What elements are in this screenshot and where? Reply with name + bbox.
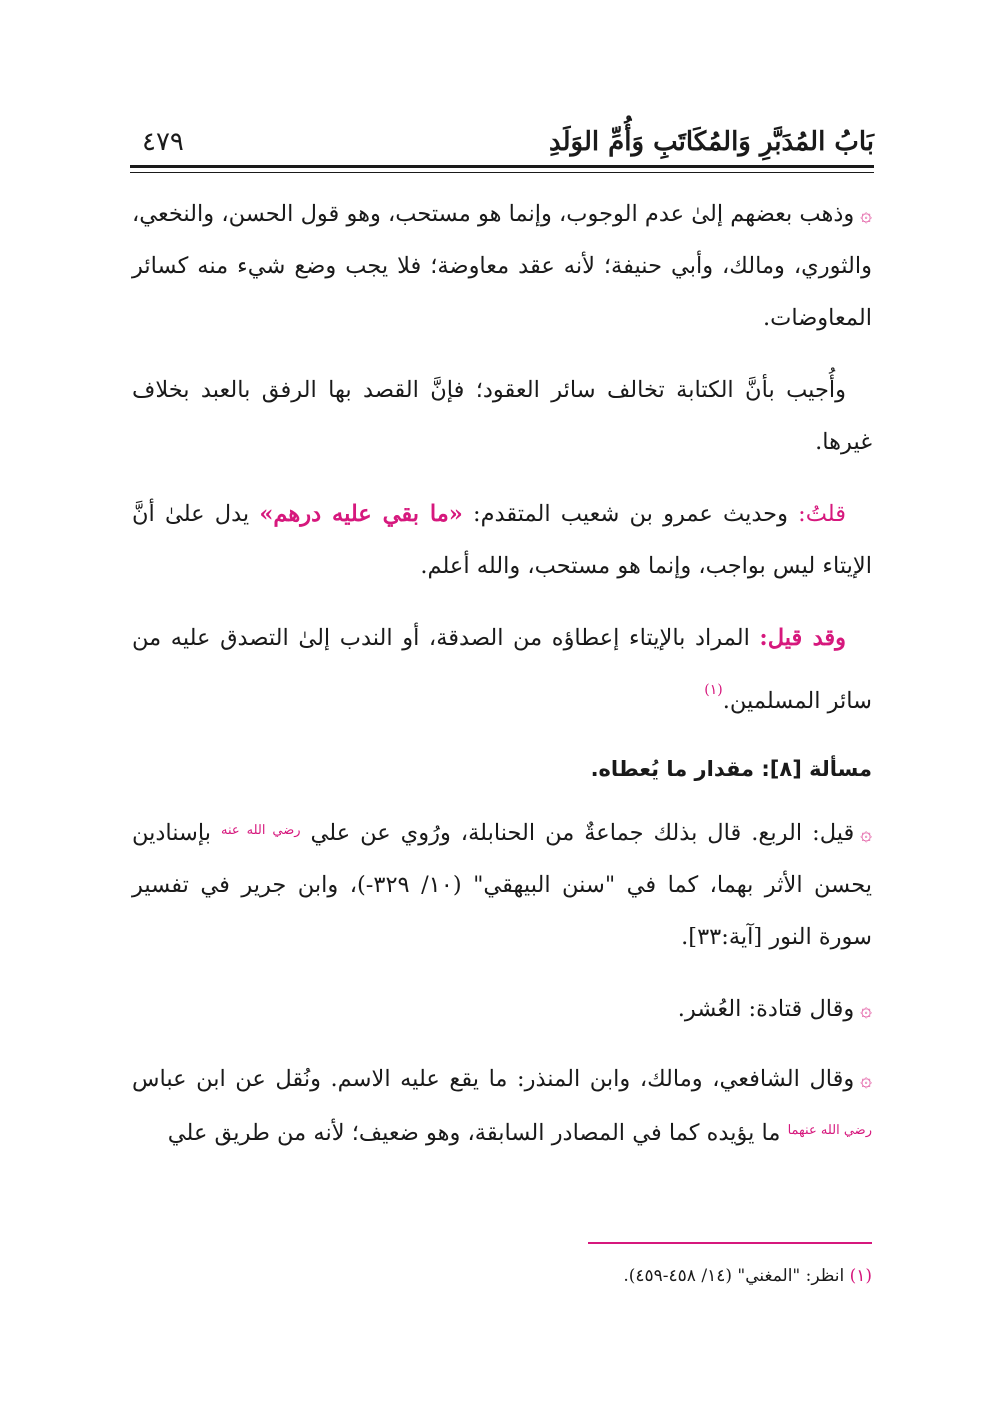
paragraph-3 bbox=[132, 488, 872, 592]
paragraph-text: وقال قتادة: العُشر. bbox=[677, 996, 855, 1022]
header-rule-thin bbox=[130, 172, 874, 173]
footnote bbox=[132, 1262, 872, 1290]
footnote-text: انظر: "المغني" (١٤/ ٤٥٨-٤٥٩). bbox=[623, 1266, 845, 1286]
honorific-glyph: رضي الله عنهما bbox=[787, 1123, 872, 1138]
flower-icon: ۞ bbox=[860, 1067, 872, 1091]
page-number: ٤٧٩ bbox=[142, 127, 184, 157]
footnote-number: (١) bbox=[849, 1266, 872, 1286]
paragraph-text: وحديث عمرو بن شعيب المتقدم: bbox=[473, 501, 788, 527]
footnote-divider bbox=[588, 1242, 872, 1244]
header-rule-thick bbox=[130, 165, 874, 168]
paragraph-text: ما يؤيده كما في المصادر السابقة، وهو ضعيف؛ لأنه من طريق علي bbox=[167, 1120, 781, 1146]
paragraph-text: قيل: الربع. قال بذلك جماعةٌ من الحنابلة، ورُوي عن علي bbox=[310, 820, 855, 846]
paragraph-text: يدل علىٰ أنَّ الإيتاء ليس بواجب، وإنما هو مستحب، والله أعلم. bbox=[132, 501, 872, 579]
paragraph-text: وقال الشافعي، ومالك، وابن المنذر: ما يقع عليه الاسم. ونُقل عن ابن عباس bbox=[132, 1066, 855, 1092]
masala-title: مقدار ما يُعطاه. bbox=[590, 757, 755, 781]
qad-qila-lead: وقد قيل: bbox=[759, 625, 847, 651]
paragraph-2 bbox=[132, 364, 872, 468]
paragraph-text: المراد بالإيتاء إعطاؤه من الصدقة، أو الندب إلىٰ التصدق عليه من سائر المسلمين. bbox=[132, 625, 872, 714]
flower-icon: ۞ bbox=[860, 202, 872, 226]
flower-icon: ۞ bbox=[860, 997, 872, 1021]
page-header bbox=[130, 122, 874, 166]
paragraph-1 bbox=[132, 188, 872, 344]
paragraph-6 bbox=[132, 983, 872, 1035]
page-body bbox=[132, 188, 872, 1179]
paragraph-text: وذهب بعضهم إلىٰ عدم الوجوب، وإنما هو مستحب، وهو قول الحسن، والنخعي، والثوري، ومالك، وأبي حنيفة؛ لأنه عقد معاوضة؛ فلا يجب وضع شيء منه كسائر المعاوضات. bbox=[132, 201, 872, 331]
running-title: بَابُ المُدَبَّرِ وَالمُكَاتَبِ وَأُمِّ الوَلَدِ bbox=[548, 127, 874, 157]
qultu-lead: قلتُ: bbox=[798, 501, 847, 527]
hadith-quote: «ما بقي عليه درهم» bbox=[259, 501, 463, 527]
paragraph-7 bbox=[132, 1053, 872, 1159]
paragraph-text: بإسنادين يحسن الأثر بهما، كما في "سنن البيهقي" (١٠/ ٣٢٩-)، وابن جرير في تفسير سورة النور [آية:٣٣]. bbox=[132, 820, 873, 950]
paragraph-4 bbox=[132, 612, 872, 727]
flower-icon: ۞ bbox=[860, 821, 872, 845]
paragraph-text: وأُجيب بأنَّ الكتابة تخالف سائر العقود؛ فإنَّ القصد بها الرفق بالعبد بخلاف غيرها. bbox=[132, 377, 872, 455]
masala-label: مسألة [٨]: bbox=[761, 757, 872, 781]
footnote-ref[interactable]: (١) bbox=[704, 682, 723, 698]
masala-heading bbox=[132, 747, 872, 791]
paragraph-5 bbox=[132, 805, 872, 963]
honorific-glyph: رضي الله عنه bbox=[221, 823, 301, 838]
